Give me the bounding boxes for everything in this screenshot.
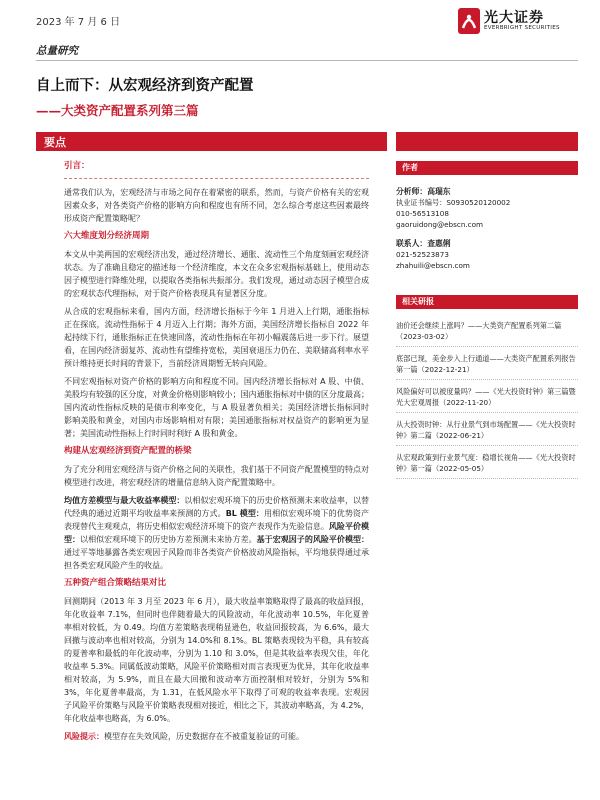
model-text: 以相似宏观环境下的历史价格预测未来收益率，以替代经典的通过近期平均收益率来预测的方式。: [64, 496, 369, 518]
risk-paragraph: [64, 730, 369, 743]
related-section: [396, 295, 578, 309]
report-title: 自上而下：从宏观经济到资产配置: [36, 78, 254, 94]
model-label: BL 模型：: [225, 509, 265, 518]
contact-name: 查惠俐: [427, 239, 451, 248]
related-report-link[interactable]: 从宏观政策到行业景气度：稳增长视角——《光大投资时钟》第一篇（2022-05-05）: [396, 452, 578, 479]
related-list: [396, 320, 578, 485]
main-content: [64, 160, 369, 748]
analyst-email[interactable]: gaoruidong@ebscn.com: [396, 220, 484, 229]
section-heading-cycles: 六大维度划分经济周期: [64, 231, 150, 241]
related-report-link[interactable]: 从大投资时钟：从行业景气到市场配置——《光大投资时钟》第二篇（2022-06-21）: [396, 419, 578, 446]
author-section: [396, 161, 578, 175]
related-report-link[interactable]: 油价还会继续上涨吗？——大类资产配置系列第二篇（2023-03-02）: [396, 320, 578, 347]
logo-text-cn: 光大证券: [484, 10, 544, 26]
risk-text: 模型存在失效风险，历史数据存在不被重复验证的可能。: [104, 732, 304, 741]
paragraph: 回测期间（2013 年 3 月至 2023 年 6 月），最大收益率策略取得了最高的收益回报，年化收益率 7.1%，但同时也伴随着最大的风险波动，年化波动率 10.5%，年化夏普率相对较低，为 0.49。均值方差策略表现稍显逊色，收益回报较高，为 6.6%，最大回撤与波动率也相对较高，分别为 14.0%和 8.1%。BL 策略表现较为平稳，具有较高的夏普率和最低的年化波动率，分别为 1.10 和 3.0%，但是其收益率表现欠佳，年化收益率 5.3%。同属低波动策略，风险平价策略相对而言表现更为优异，其年化收益率相对较高，为 5.9%，而且在最大回撤和波动率方面控制相对较好，分别为 5%和 3%，年化夏普率最高，为 1.31，在低风险水平下取得了可观的收益率表现。宏观因子风险平价策略与风险平价策略表现相对接近，相比之下，其波动率略高，为 4.2%，年化收益率也略高，为 6.0%。: [64, 597, 369, 723]
contact-phone: 021-52523873: [396, 250, 449, 259]
author-details: [396, 186, 578, 271]
analyst-cert: 执业证书编号：S0930520120002: [396, 198, 511, 207]
report-date: 2023 年 7 月 6 日: [36, 17, 121, 28]
contact-label: 联系人：: [396, 239, 428, 248]
report-subtitle: ——大类资产配置系列第三篇: [36, 103, 199, 118]
related-report-link[interactable]: 底部已现，美金步入上行通道——大类资产配置系列报告第一篇（2022-12-21）: [396, 353, 578, 380]
model-label: 均值方差模型与最大收益率模型：: [64, 496, 185, 505]
paragraph: 为了充分利用宏观经济与资产价格之间的关联性，我们基于不同资产配置模型的特点对模型进行改进，将宏观经济的增量信息纳入资产配置策略中。: [64, 465, 369, 487]
related-report-link[interactable]: 风险偏好可以被度量吗？——《光大投资时钟》第三篇暨光大宏观周报（2022-11-20）: [396, 386, 578, 413]
analyst-phone: 010-56513108: [396, 209, 449, 218]
intro-paragraph: 通常我们认为，宏观经济与市场之间存在着紧密的联系，然而，与资产价格有关的宏观因素众多，对各类资产价格的影响方向和程度也有所不同，怎么综合考虑这些因素最终形成资产配置策略呢？: [64, 188, 369, 223]
summary-label: 要点: [44, 136, 66, 149]
brand-logo: [458, 6, 578, 38]
paragraph: 本文从中美两国的宏观经济出发，通过经济增长、通胀、流动性三个角度刻画宏观经济状态。为了准确且稳定的描述每一个经济维度，本文在众多宏观指标基础上，使用动态因子模型进行降维处理，以提取各类指标共振部分。我们发现，通过动态因子模型合成的宏观状态代理指标，对于资产价格表现具有显著区分度。: [64, 250, 369, 298]
paragraph: 从合成的宏观指标来看，国内方面，经济增长指标于今年 1 月进入上行期，通胀指标正在探底，流动性指标于 4 月迈入上行期；海外方面，美国经济增长指标自 2022 年起持续下行，通胀指标正在快速回落，流动性指标在年初小幅震荡后进一步下行。展望看，在国内经济弱复苏、流动性有望维持宽松，美国衰退压力仍在、美联储高利率水平预计维持更长时间的背景下，当前经济周期暂无转向风险。: [64, 307, 369, 368]
report-category: 总量研究: [36, 45, 78, 57]
model-text: 通过平等地暴露各类宏观因子风险而非各类资产价格波动风险指标，平均地获得通过承担各类宏观风险产生的收益。: [64, 548, 369, 570]
everbright-logo-icon: [458, 8, 480, 34]
analyst-name: 高瑞东: [427, 187, 451, 196]
analyst-label: 分析师：: [396, 187, 428, 196]
risk-label: 风险提示：: [64, 732, 104, 741]
intro-heading: 引言：: [64, 161, 90, 171]
summary-bar: [36, 132, 387, 151]
contact-email[interactable]: zhahuili@ebscn.com: [396, 261, 470, 270]
model-text: 以相似宏观环境下的历史协方差预测未来协方差。: [80, 535, 257, 544]
divider: [64, 178, 369, 179]
paragraph: 不同宏观指标对资产价格的影响方向和程度不同。国内经济增长指标对 A 股、中债、美股均有较强的区分度，对黄金价格则影响较小；国内通胀指标对中债的区分度最高；国内流动性指标反映的是债市利率变化，与 A 股显著负相关；美国经济增长指标同时影响美股和黄金，对国内市场影响相对有限；美国通胀指标对权益资产的影响更为显著；美国流动性指标上行时同时利好 A 股和黄金。: [64, 377, 369, 438]
model-text: 用相似宏观环境下的优势资产表现替代主观观点，将历史相似宏观经济环境下的资产表现作为先验信息。: [64, 509, 370, 531]
section-heading-bridge: 构建从宏观经济到资产配置的桥梁: [64, 446, 192, 456]
section-heading-results: 五种资产组合策略结果对比: [64, 578, 167, 588]
logo-text-en: EVERBRIGHT SECURITIES: [484, 25, 560, 31]
models-paragraph: [64, 494, 369, 572]
divider: [36, 60, 578, 61]
author-heading: 作者: [396, 161, 578, 175]
side-bar-top: [396, 132, 578, 151]
related-heading: 相关研报: [396, 295, 578, 309]
model-label: 基于宏观因子的风险平价模型：: [256, 535, 370, 544]
model-label: 风险平价模型：: [64, 522, 369, 544]
